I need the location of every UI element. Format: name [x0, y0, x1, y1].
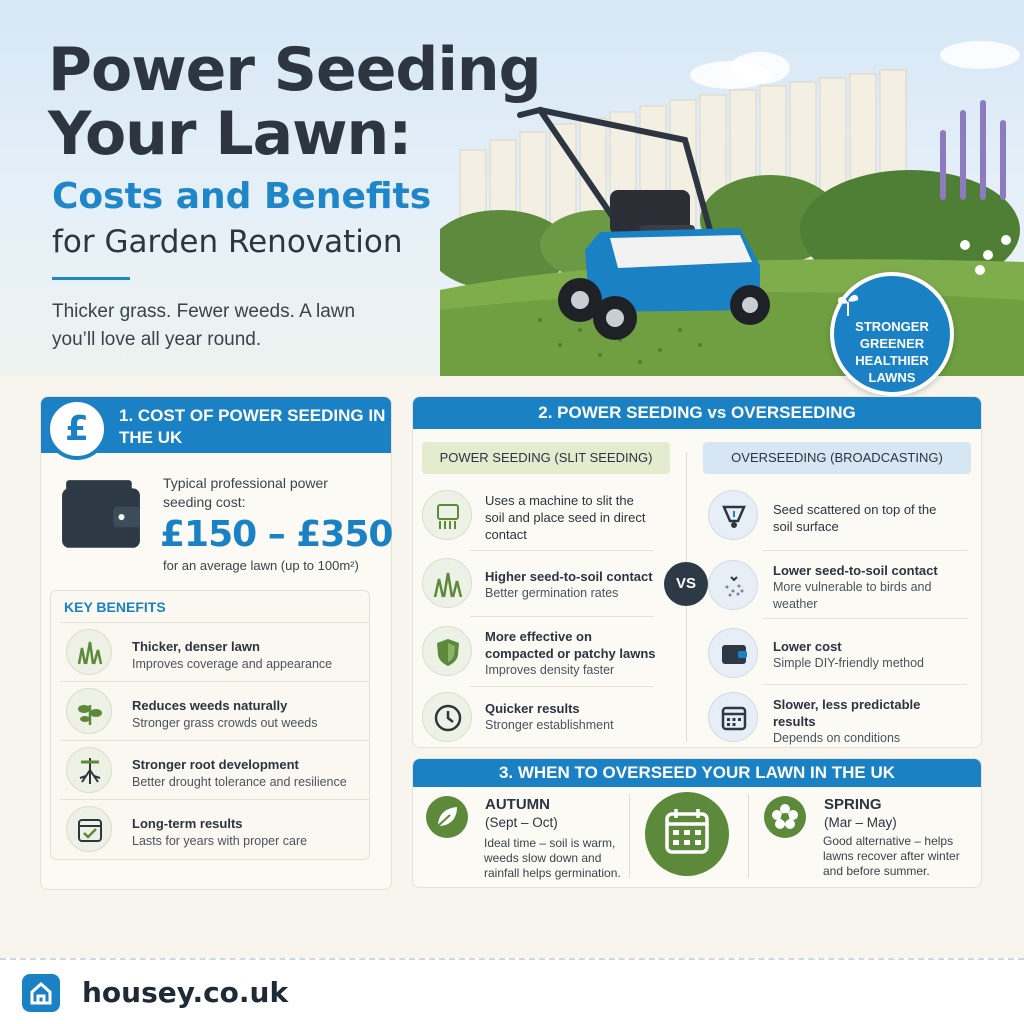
brand-link[interactable]: housey.co.uk: [82, 976, 289, 1009]
benefit-item: [60, 681, 370, 737]
point-title: More effective on compacted or patchy lawns: [485, 629, 656, 661]
autumn-title: AUTUMN: [485, 796, 550, 813]
cost-note: for an average lawn (up to 100m²): [163, 558, 359, 573]
row-separator: [470, 686, 654, 687]
spreader-icon: [708, 490, 758, 540]
roots-icon: [66, 747, 112, 793]
lawn-badge: [830, 272, 954, 396]
vs-badge: VS: [664, 562, 708, 606]
comparison-heading: 2. POWER SEEDING vs OVERSEEDING: [413, 397, 981, 429]
point-desc: Uses a machine to slit the soil and place seed in direct contact: [485, 493, 646, 542]
wallet-icon: [708, 628, 758, 678]
row-separator: [470, 550, 654, 551]
benefit-title: Stronger root development: [132, 757, 299, 772]
overseeding-label: OVERSEEDING (BROADCASTING): [703, 442, 971, 474]
row-separator: [762, 618, 967, 619]
power-seeding-point: [485, 492, 655, 543]
tagline: Thicker grass. Fewer weeds. A lawn you’ll love all year round.: [52, 301, 356, 350]
subtitle-secondary: for Garden Renovation: [52, 224, 403, 260]
point-title: Quicker results: [485, 701, 580, 716]
row-separator: [762, 550, 967, 551]
key-benefits-title: KEY BENEFITS: [64, 599, 166, 615]
clock-icon: [422, 692, 472, 742]
benefit-title: Long-term results: [132, 816, 243, 831]
grass-icon: [66, 629, 112, 675]
badge-line-4: LAWNS: [868, 370, 916, 385]
seeds-icon: [708, 560, 758, 610]
power-seeding-point: [485, 568, 660, 602]
timing-heading: 3. WHEN TO OVERSEED YOUR LAWN IN THE UK: [413, 759, 981, 787]
shield-icon: [422, 626, 472, 676]
badge-line-1: STRONGER: [855, 319, 929, 334]
calendar-icon: [645, 792, 729, 876]
wallet-icon: [60, 474, 142, 556]
timing-divider: [629, 794, 630, 878]
title-line-1: Power Seeding: [48, 35, 541, 105]
overseeding-point: [773, 562, 963, 613]
flower-icon: [764, 796, 806, 838]
benefit-desc: Improves coverage and appearance: [132, 657, 333, 671]
spring-range: (Mar – May): [824, 815, 897, 830]
cost-label: Typical professional power seeding cost:: [163, 475, 328, 510]
power-seeding-point: [485, 628, 660, 679]
benefit-desc: Stronger grass crowds out weeds: [132, 716, 318, 730]
row-separator: [470, 616, 654, 617]
benefit-title: Thicker, denser lawn: [132, 639, 260, 654]
point-title: Slower, less predictable results: [773, 697, 921, 729]
badge-line-2: GREENER: [859, 336, 925, 351]
title-line-2: Your Lawn:: [48, 99, 412, 169]
point-title: Higher seed-to-soil contact: [485, 569, 653, 584]
pound-icon: £: [46, 398, 108, 460]
timing-divider: [748, 794, 749, 878]
benefit-desc: Lasts for years with proper care: [132, 834, 308, 848]
title-divider: [52, 277, 130, 280]
sprout-icon: [834, 290, 862, 318]
spring-desc: Good alternative – helps lawns recover after winter and before summer.: [823, 834, 960, 878]
power-seeding-label: POWER SEEDING (SLIT SEEDING): [422, 442, 670, 474]
overseeding-point: [773, 501, 953, 535]
benefit-item: [60, 740, 370, 796]
page-title: [48, 35, 541, 169]
grass-icon: [422, 558, 472, 608]
leaf-icon: [426, 796, 468, 838]
machine-icon: [422, 490, 472, 540]
row-separator: [762, 684, 967, 685]
overseeding-point: [773, 638, 963, 672]
benefit-item: [60, 622, 370, 678]
point-title: Lower seed-to-soil contact: [773, 563, 938, 578]
benefit-title: Reduces weeds naturally: [132, 698, 288, 713]
subtitle: Costs and Benefits: [52, 176, 432, 217]
overseeding-point: [773, 696, 953, 747]
autumn-desc: Ideal time – soil is warm, weeds slow down and rainfall helps germination.: [484, 836, 621, 880]
calendar-icon: [708, 692, 758, 742]
benefit-desc: Better drought tolerance and resilience: [132, 775, 347, 789]
benefit-item: [60, 799, 370, 855]
point-desc: Stronger establishment: [485, 718, 614, 732]
house-logo-icon[interactable]: [22, 974, 60, 1012]
point-desc: Seed scattered on top of the soil surface: [773, 502, 937, 534]
calendar-check-icon: [66, 806, 112, 852]
badge-line-3: HEALTHIER: [855, 353, 929, 368]
point-title: Lower cost: [773, 639, 842, 654]
spring-title: SPRING: [824, 796, 882, 813]
point-desc: More vulnerable to birds and weather: [773, 580, 932, 611]
cost-range: £150 – £350: [160, 514, 393, 555]
cost-card-heading: 1. COST OF POWER SEEDING IN THE UK: [41, 397, 391, 453]
point-desc: Better germination rates: [485, 586, 619, 600]
point-desc: Simple DIY-friendly method: [773, 656, 924, 670]
power-seeding-point: [485, 700, 660, 734]
point-desc: Depends on conditions: [773, 731, 901, 745]
autumn-range: (Sept – Oct): [485, 815, 558, 830]
weed-icon: [66, 688, 112, 734]
point-desc: Improves density faster: [485, 663, 615, 677]
